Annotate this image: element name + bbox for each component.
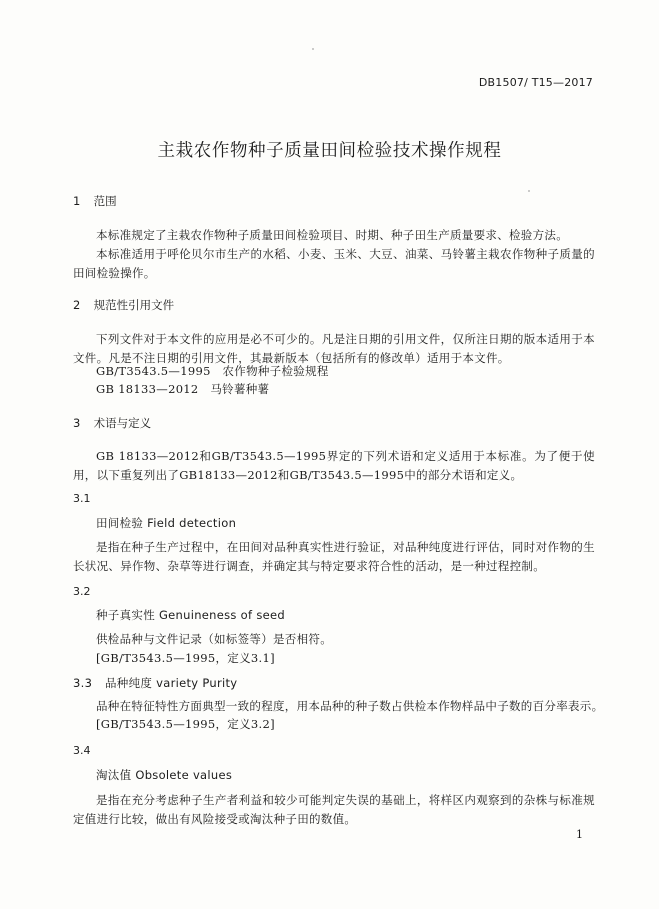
- section-3-paragraph: GB 18133—2012和GB/T3543.5—1995界定的下列术语和定义适用于本标准。为了便于使用，以下重复列出了GB18133—2012和GB/T3543.5—1995中的部分术语和定义。: [73, 449, 595, 482]
- clause-3-1-term: 田间检验 Field detection: [96, 516, 237, 530]
- clause-3-1-definition: 是指在种子生产过程中，在田间对品种真实性进行验证，对品种纯度进行评估，同时对作物的生长状况、异作物、杂草等进行调查，并确定其与特定要求符合性的活动，是一种过程控制。: [73, 540, 595, 573]
- section-2-paragraph: 下列文件对于本文件的应用是必不可少的。凡是注日期的引用文件，仅所注日期的版本适用于本文件。凡是不注日期的引用文件，其最新版本（包括所有的修改单）适用于本文件。: [73, 332, 595, 365]
- clause-3-2-number: 3.2: [73, 585, 91, 598]
- page-number: 1: [576, 828, 583, 841]
- document-title: 主栽农作物种子质量田间检验技术操作规程: [157, 141, 502, 161]
- clause-3-2-term: 种子真实性 Genuineness of seed: [96, 608, 285, 622]
- section-1-heading: [73, 193, 117, 209]
- section-number: 2: [73, 298, 81, 312]
- clause-term: 品种纯度 variety Purity: [104, 676, 238, 690]
- section-1-paragraph-2: 本标准适用于呼伦贝尔市生产的水稻、小麦、玉米、大豆、油菜、马铃薯主栽农作物种子质量的田间检验操作。: [73, 247, 595, 280]
- clause-3-1-number: 3.1: [73, 492, 91, 505]
- clause-3-3-heading: [73, 675, 237, 691]
- clause-3-3-source: [GB/T3543.5—1995，定义3.2]: [96, 717, 275, 731]
- section-number: 1: [73, 194, 81, 208]
- standard-code: DB1507/ T15—2017: [478, 76, 593, 89]
- clause-number: 3.3: [73, 676, 93, 690]
- section-3-heading: [73, 415, 151, 431]
- section-title: 规范性引用文件: [93, 298, 175, 312]
- clause-3-4-term: 淘汰值 Obsolete values: [96, 768, 233, 782]
- clause-3-2-source: [GB/T3543.5—1995，定义3.1]: [96, 651, 275, 665]
- clause-3-4-definition: 是指在充分考虑种子生产者利益和较少可能判定失误的基础上，将样区内观察到的杂株与标准规定值进行比较，做出有风险接受或淘汰种子田的数值。: [73, 793, 595, 826]
- clause-3-2-definition: 供检品种与文件记录（如标签等）是否相符。: [96, 632, 332, 646]
- section-title: 术语与定义: [93, 416, 152, 430]
- clause-3-4-number: 3.4: [73, 744, 91, 757]
- section-title: 范围: [93, 194, 117, 208]
- reference-1: GB/T3543.5—1995 农作物种子检验规程: [96, 364, 329, 378]
- scan-speck: [312, 48, 314, 50]
- reference-2: GB 18133—2012 马铃薯种薯: [96, 382, 270, 396]
- scan-speck: [528, 190, 530, 192]
- section-1-paragraph-1: 本标准规定了主栽农作物种子质量田间检验项目、时期、种子田生产质量要求、检验方法。: [96, 228, 568, 242]
- clause-3-3-definition: 品种在特征特性方面典型一致的程度，用本品种的种子数占供检本作物样品中子数的百分率表示。: [96, 699, 604, 713]
- section-number: 3: [73, 416, 81, 430]
- section-2-heading: [73, 297, 174, 313]
